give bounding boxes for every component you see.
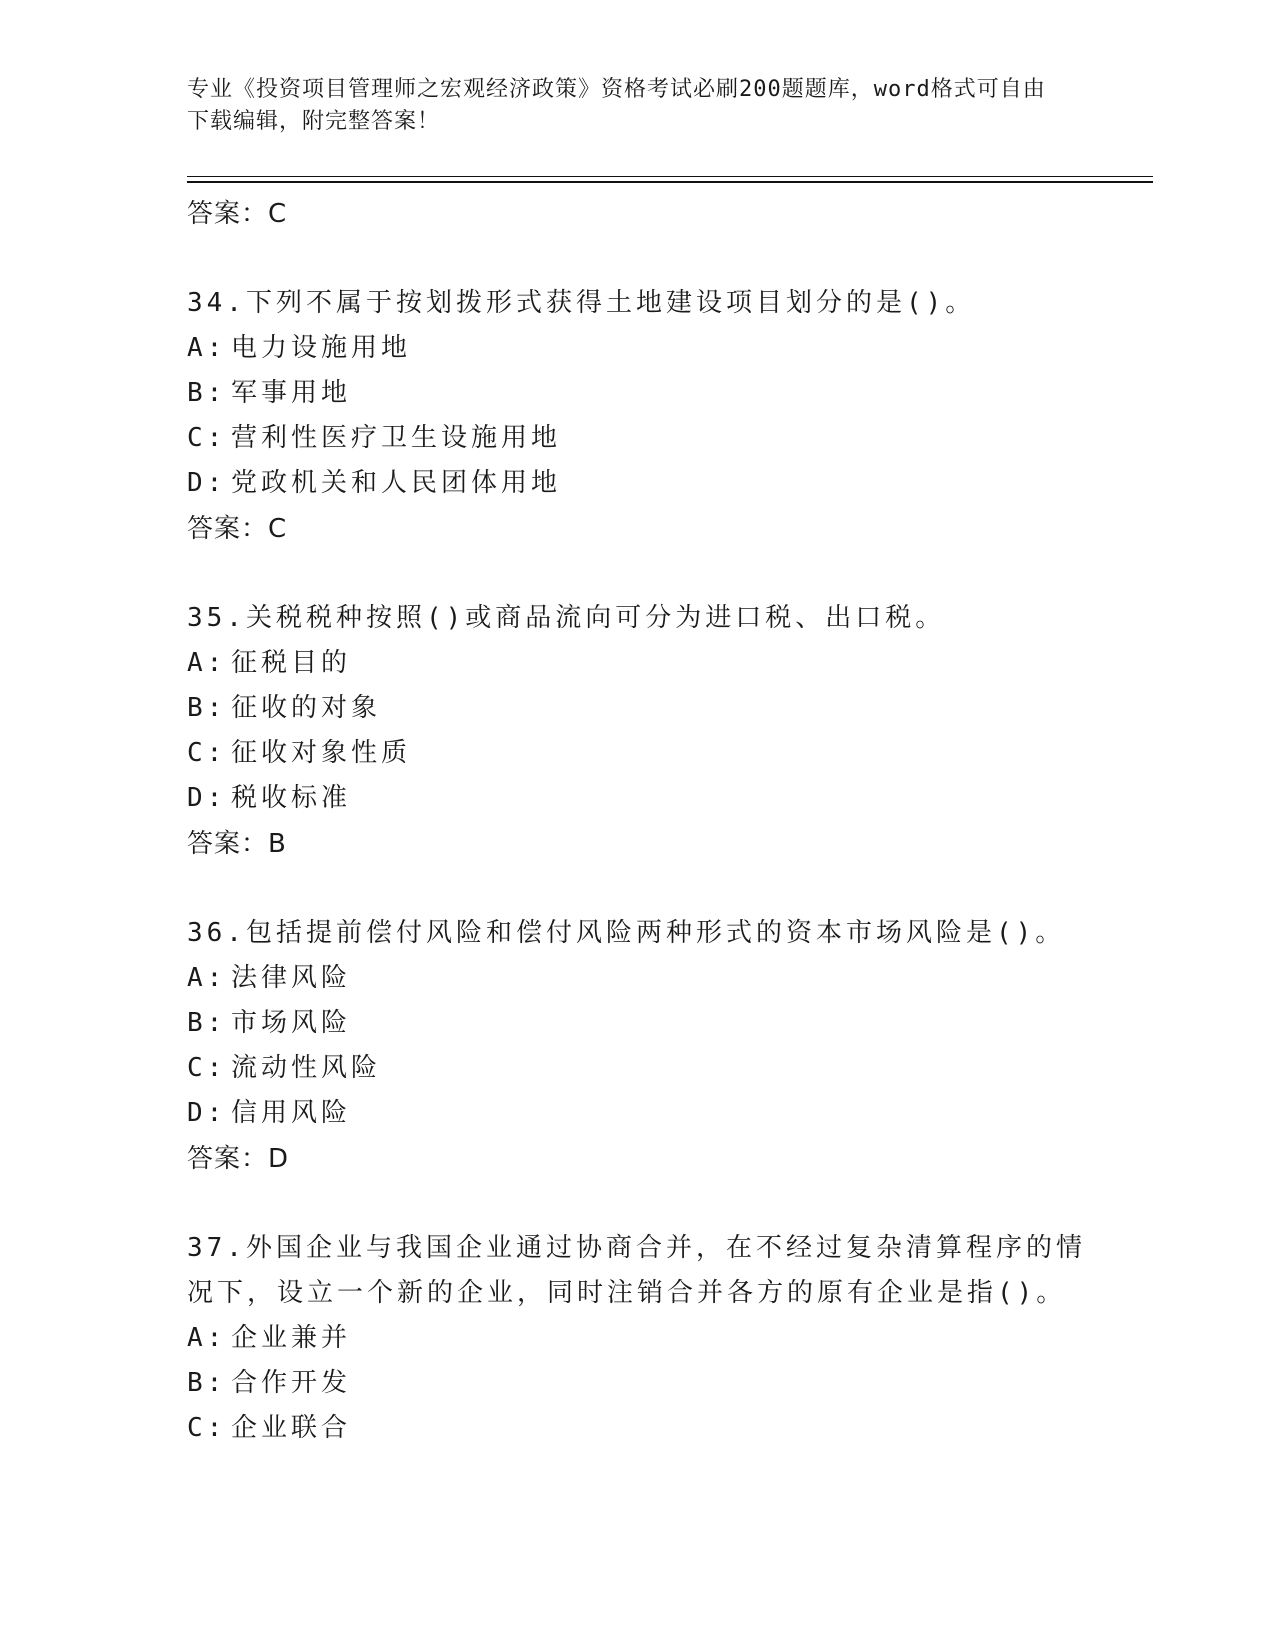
question-item: [187, 281, 1087, 552]
answer-option: [187, 1316, 1087, 1361]
question-item: [187, 1226, 1087, 1451]
option-text: 征税目的: [231, 648, 352, 678]
question-text: 34.下列不属于按划拨形式获得土地建设项目划分的是()。: [187, 288, 976, 318]
header-divider-thick: [187, 181, 1153, 183]
option-letter: B:: [187, 1008, 227, 1038]
option-text: 合作开发: [231, 1368, 352, 1398]
option-text: 企业兼并: [231, 1323, 352, 1353]
option-text: 法律风险: [231, 963, 352, 993]
option-letter: A:: [187, 1323, 227, 1353]
option-letter: C:: [187, 1413, 227, 1443]
option-text: 税收标准: [231, 783, 352, 813]
option-letter: A:: [187, 963, 227, 993]
option-text: 党政机关和人民团体用地: [231, 468, 562, 498]
option-text: 征收的对象: [231, 693, 382, 723]
answer-option: [187, 1406, 1087, 1451]
answer-line: 答案：C: [187, 199, 288, 229]
question-text: 35.关税税种按照()或商品流向可分为进口税、出口税。: [187, 603, 946, 633]
option-text: 营利性医疗卫生设施用地: [231, 423, 562, 453]
option-text: 流动性风险: [231, 1053, 382, 1083]
option-letter: D:: [187, 1098, 227, 1128]
option-letter: C:: [187, 1053, 227, 1083]
option-letter: C:: [187, 423, 227, 453]
answer-option: [187, 776, 1087, 821]
answer-option: [187, 416, 1087, 461]
question-text: 36.包括提前偿付风险和偿付风险两种形式的资本市场风险是()。: [187, 918, 1066, 948]
answer-option: [187, 461, 1087, 506]
answer-option: [187, 1091, 1087, 1136]
answer-line: 答案：C: [187, 514, 288, 544]
option-letter: A:: [187, 648, 227, 678]
option-letter: A:: [187, 333, 227, 363]
answer-option: [187, 731, 1087, 776]
question-item: [187, 911, 1087, 1182]
option-letter: C:: [187, 738, 227, 768]
document-header: 专业《投资项目管理师之宏观经济政策》资格考试必刷200题题库，word格式可自由下载编辑，附完整答案！: [187, 77, 1046, 134]
answer-option: [187, 371, 1087, 416]
option-letter: D:: [187, 468, 227, 498]
option-letter: D:: [187, 783, 227, 813]
option-text: 信用风险: [231, 1098, 352, 1128]
question-text: 37.外国企业与我国企业通过协商合并，在不经过复杂清算程序的情况下，设立一个新的企业，同时注销合并各方的原有企业是指()。: [187, 1233, 1086, 1308]
option-text: 企业联合: [231, 1413, 352, 1443]
option-letter: B:: [187, 693, 227, 723]
header-divider: [187, 176, 1153, 177]
option-letter: B:: [187, 1368, 227, 1398]
question-list: [187, 191, 1087, 1451]
question-item: [187, 596, 1087, 867]
answer-option: [187, 956, 1087, 1001]
answer-line: 答案：B: [187, 829, 287, 859]
option-text: 军事用地: [231, 378, 352, 408]
option-text: 征收对象性质: [231, 738, 412, 768]
option-text: 电力设施用地: [231, 333, 412, 363]
option-letter: B:: [187, 378, 227, 408]
answer-option: [187, 1046, 1087, 1091]
answer-line: 答案：D: [187, 1144, 290, 1174]
answer-option: [187, 1361, 1087, 1406]
answer-option: [187, 686, 1087, 731]
answer-option: [187, 326, 1087, 371]
option-text: 市场风险: [231, 1008, 352, 1038]
answer-option: [187, 641, 1087, 686]
answer-option: [187, 1001, 1087, 1046]
